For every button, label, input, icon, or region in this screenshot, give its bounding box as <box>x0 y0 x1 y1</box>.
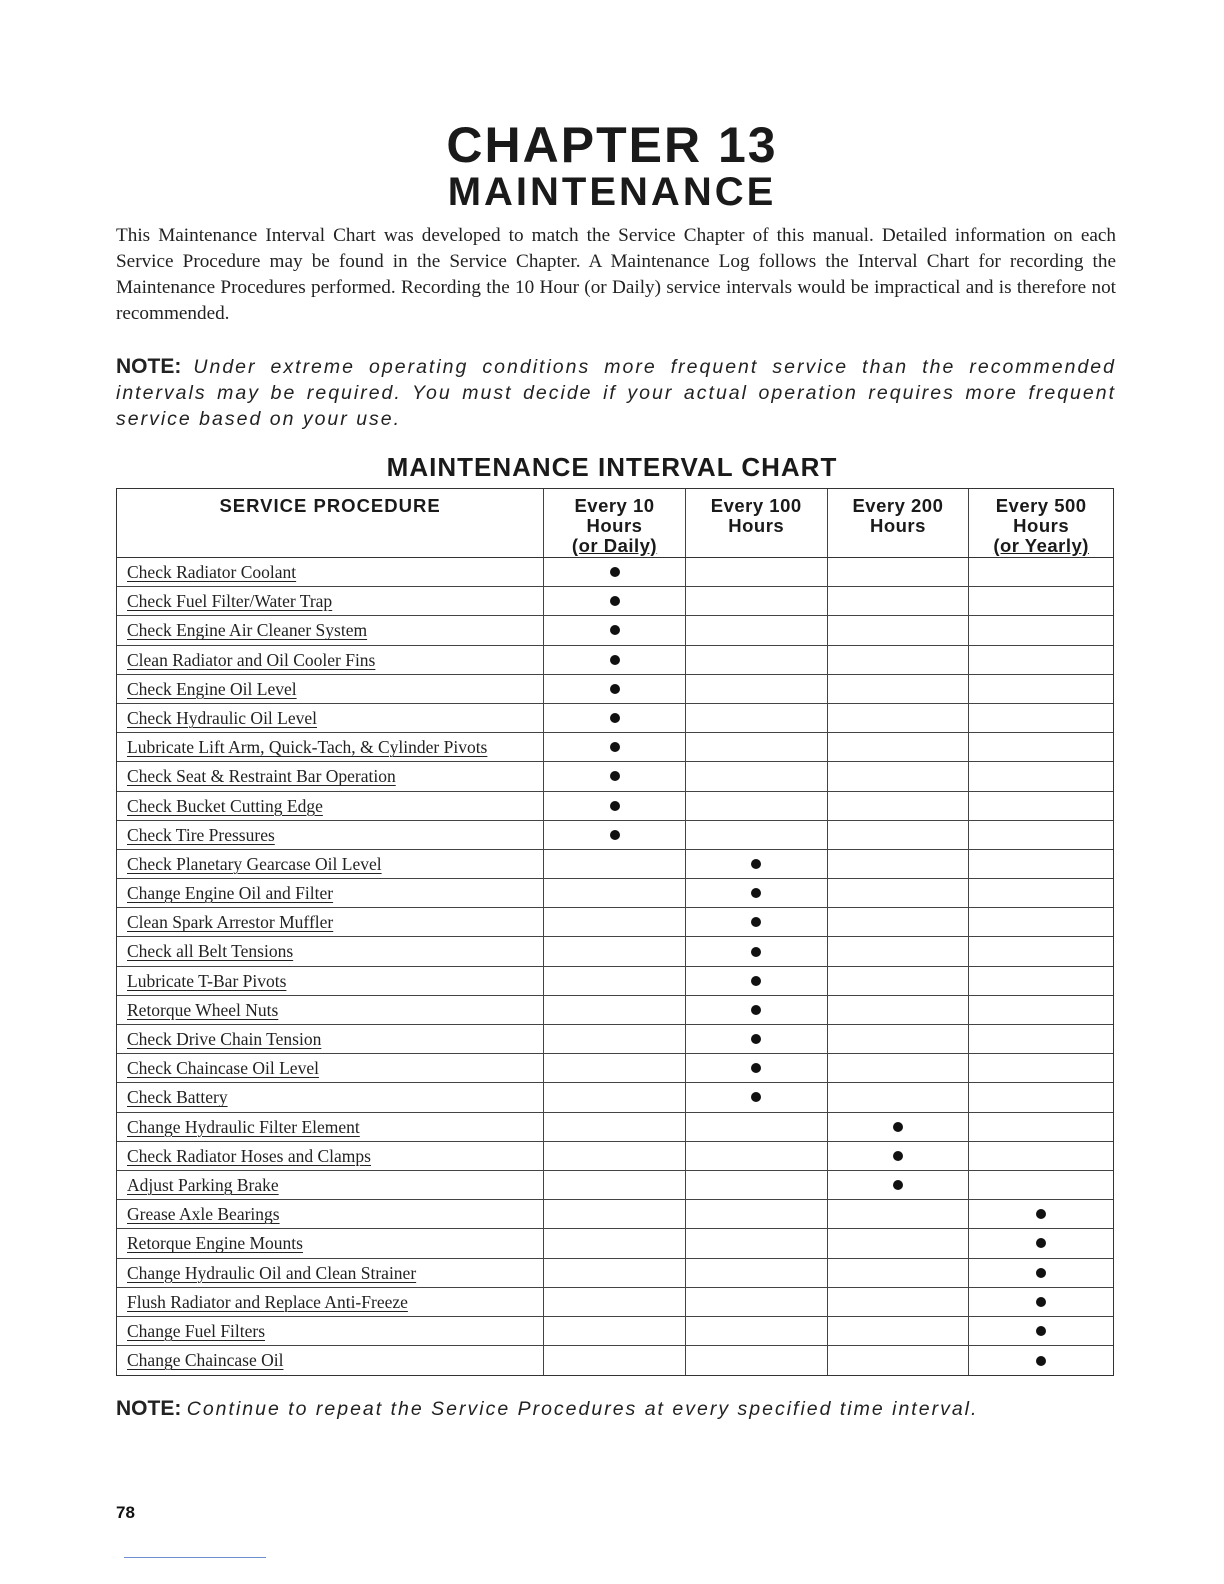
header-cell-1 <box>544 489 686 557</box>
note-label: NOTE: <box>116 1397 182 1420</box>
interval-marker <box>751 1092 761 1102</box>
interval-marker <box>751 859 761 869</box>
interval-cell <box>969 1346 1113 1375</box>
interval-marker <box>751 1005 761 1015</box>
header-cell-3 <box>828 489 970 557</box>
header-line: Every 200 <box>852 495 944 516</box>
header-line: Hours <box>728 515 785 536</box>
interval-cell <box>828 908 970 936</box>
interval-cell <box>828 1171 970 1199</box>
interval-marker <box>893 1151 903 1161</box>
interval-cell <box>828 996 970 1024</box>
interval-cell <box>544 792 686 820</box>
header-cell-2 <box>686 489 828 557</box>
interval-cell <box>828 1288 970 1316</box>
procedure-cell: Retorque Engine Mounts <box>117 1229 544 1257</box>
procedure-cell: Check Radiator Coolant <box>117 558 544 586</box>
interval-cell <box>969 879 1113 907</box>
bottom-edge-rule <box>124 1557 266 1558</box>
table-row <box>117 733 1113 762</box>
procedure-cell: Check Bucket Cutting Edge <box>117 792 544 820</box>
interval-cell <box>969 1229 1113 1257</box>
interval-cell <box>686 1288 828 1316</box>
interval-cell <box>544 1259 686 1287</box>
note-text: Continue to repeat the Service Procedures at every specified time interval. <box>186 1398 979 1420</box>
interval-cell <box>686 792 828 820</box>
table-row <box>117 558 1113 587</box>
interval-cell <box>544 1288 686 1316</box>
note-text: Under extreme operating conditions more frequent service than the recommended intervals may be required. You must decide if your actual operation requires more frequent service based on your use. <box>116 356 1116 430</box>
interval-cell <box>828 1025 970 1053</box>
interval-cell <box>686 733 828 761</box>
interval-marker <box>1036 1297 1046 1307</box>
table-row <box>117 850 1113 879</box>
header-line: (or Yearly) <box>993 535 1089 556</box>
note-label: NOTE: <box>116 355 182 378</box>
interval-cell <box>686 616 828 644</box>
interval-cell <box>544 908 686 936</box>
table-row <box>117 1288 1113 1317</box>
table-row <box>117 675 1113 704</box>
interval-cell <box>686 937 828 965</box>
interval-cell <box>969 850 1113 878</box>
interval-marker <box>1036 1268 1046 1278</box>
interval-cell <box>544 1083 686 1111</box>
interval-cell <box>544 1142 686 1170</box>
procedure-cell: Change Engine Oil and Filter <box>117 879 544 907</box>
interval-marker <box>1036 1238 1046 1248</box>
procedure-cell: Clean Spark Arrestor Muffler <box>117 908 544 936</box>
interval-cell <box>686 762 828 790</box>
interval-marker <box>1036 1356 1046 1366</box>
interval-cell <box>686 646 828 674</box>
table-row <box>117 1083 1113 1112</box>
interval-cell <box>686 908 828 936</box>
interval-marker <box>610 771 620 781</box>
interval-cell <box>828 733 970 761</box>
interval-cell <box>828 1200 970 1228</box>
header-line: Every 10 <box>574 495 655 516</box>
header-line: Hours <box>1013 515 1070 536</box>
interval-cell <box>544 704 686 732</box>
table-row <box>117 879 1113 908</box>
interval-cell <box>544 821 686 849</box>
procedure-cell: Check Drive Chain Tension <box>117 1025 544 1053</box>
interval-marker <box>751 917 761 927</box>
interval-cell <box>828 1054 970 1082</box>
interval-cell <box>828 1113 970 1141</box>
table-row <box>117 704 1113 733</box>
procedure-cell: Check Engine Oil Level <box>117 675 544 703</box>
interval-cell <box>544 996 686 1024</box>
procedure-cell: Check all Belt Tensions <box>117 937 544 965</box>
procedure-cell: Clean Radiator and Oil Cooler Fins <box>117 646 544 674</box>
interval-cell <box>686 675 828 703</box>
table-row <box>117 1259 1113 1288</box>
interval-cell <box>544 937 686 965</box>
interval-cell <box>828 1229 970 1257</box>
interval-cell <box>969 1142 1113 1170</box>
interval-cell <box>544 1054 686 1082</box>
interval-cell <box>969 616 1113 644</box>
interval-cell <box>828 1259 970 1287</box>
interval-cell <box>686 1142 828 1170</box>
interval-cell <box>544 1171 686 1199</box>
interval-cell <box>828 558 970 586</box>
interval-cell <box>969 908 1113 936</box>
interval-cell <box>686 1259 828 1287</box>
interval-cell <box>686 1083 828 1111</box>
interval-marker <box>610 830 620 840</box>
interval-marker <box>610 596 620 606</box>
note-repeat-procedures <box>116 1396 1116 1422</box>
interval-marker <box>610 742 620 752</box>
interval-cell <box>969 1171 1113 1199</box>
procedure-cell: Check Hydraulic Oil Level <box>117 704 544 732</box>
interval-marker <box>610 567 620 577</box>
interval-cell <box>686 558 828 586</box>
procedure-cell: Check Fuel Filter/Water Trap <box>117 587 544 615</box>
interval-cell <box>544 967 686 995</box>
procedure-cell: Change Fuel Filters <box>117 1317 544 1345</box>
interval-cell <box>686 1054 828 1082</box>
interval-marker <box>610 684 620 694</box>
table-row <box>117 996 1113 1025</box>
interval-cell <box>969 821 1113 849</box>
interval-marker <box>610 655 620 665</box>
interval-cell <box>686 967 828 995</box>
procedure-cell: Check Chaincase Oil Level <box>117 1054 544 1082</box>
table-row <box>117 762 1113 791</box>
header-line: Every 500 <box>995 495 1087 516</box>
interval-marker <box>610 625 620 635</box>
table-row <box>117 587 1113 616</box>
header-line: Every 100 <box>710 495 802 516</box>
table-row <box>117 967 1113 996</box>
interval-marker <box>751 947 761 957</box>
interval-cell <box>544 616 686 644</box>
interval-cell <box>544 850 686 878</box>
interval-cell <box>686 1317 828 1345</box>
table-row <box>117 908 1113 937</box>
interval-marker <box>1036 1209 1046 1219</box>
table-row <box>117 646 1113 675</box>
table-row <box>117 1142 1113 1171</box>
interval-cell <box>828 675 970 703</box>
table-row <box>117 821 1113 850</box>
table-row <box>117 1054 1113 1083</box>
interval-cell <box>544 1317 686 1345</box>
interval-cell <box>969 1259 1113 1287</box>
interval-cell <box>828 1346 970 1375</box>
procedure-cell: Change Hydraulic Filter Element <box>117 1113 544 1141</box>
interval-marker <box>610 713 620 723</box>
chart-title: MAINTENANCE INTERVAL CHART <box>386 452 838 482</box>
table-row <box>117 1113 1113 1142</box>
header-line: (or Daily) <box>571 535 658 556</box>
interval-cell <box>544 587 686 615</box>
chart-header-row <box>117 489 1113 558</box>
interval-cell <box>686 1113 828 1141</box>
interval-cell <box>969 1113 1113 1141</box>
interval-cell <box>544 733 686 761</box>
interval-cell <box>544 762 686 790</box>
procedure-cell: Flush Radiator and Replace Anti-Freeze <box>117 1288 544 1316</box>
interval-cell <box>969 704 1113 732</box>
interval-cell <box>828 646 970 674</box>
interval-cell <box>969 1288 1113 1316</box>
interval-cell <box>544 1346 686 1375</box>
interval-cell <box>969 1025 1113 1053</box>
interval-cell <box>969 733 1113 761</box>
interval-cell <box>969 792 1113 820</box>
interval-cell <box>686 821 828 849</box>
table-row <box>117 1025 1113 1054</box>
interval-marker <box>893 1122 903 1132</box>
interval-cell <box>969 1083 1113 1111</box>
procedure-cell: Change Hydraulic Oil and Clean Strainer <box>117 1259 544 1287</box>
interval-cell <box>828 1317 970 1345</box>
interval-cell <box>828 792 970 820</box>
interval-cell <box>686 1229 828 1257</box>
interval-cell <box>969 1317 1113 1345</box>
chapter-title: CHAPTER 13 <box>446 117 778 173</box>
interval-cell <box>544 646 686 674</box>
procedure-cell: Lubricate Lift Arm, Quick-Tach, & Cylinder Pivots <box>117 733 544 761</box>
interval-cell <box>828 704 970 732</box>
interval-cell <box>969 675 1113 703</box>
header-line: SERVICE PROCEDURE <box>219 495 441 516</box>
interval-cell <box>686 1346 828 1375</box>
procedure-cell: Check Engine Air Cleaner System <box>117 616 544 644</box>
procedure-cell: Retorque Wheel Nuts <box>117 996 544 1024</box>
procedure-cell: Adjust Parking Brake <box>117 1171 544 1199</box>
table-row <box>117 792 1113 821</box>
table-row <box>117 937 1113 966</box>
interval-marker <box>893 1180 903 1190</box>
interval-cell <box>969 646 1113 674</box>
interval-cell <box>828 762 970 790</box>
table-row <box>117 1346 1113 1375</box>
note-extreme-conditions <box>116 354 1116 432</box>
header-cell-4 <box>969 489 1113 557</box>
interval-cell <box>828 821 970 849</box>
interval-cell <box>544 1229 686 1257</box>
interval-marker <box>751 976 761 986</box>
interval-cell <box>686 704 828 732</box>
interval-cell <box>686 850 828 878</box>
interval-cell <box>969 762 1113 790</box>
procedure-cell: Check Battery <box>117 1083 544 1111</box>
interval-marker <box>610 801 620 811</box>
interval-cell <box>828 879 970 907</box>
procedure-cell: Lubricate T-Bar Pivots <box>117 967 544 995</box>
procedure-cell: Check Radiator Hoses and Clamps <box>117 1142 544 1170</box>
interval-cell <box>686 587 828 615</box>
interval-cell <box>828 1142 970 1170</box>
interval-cell <box>544 1200 686 1228</box>
interval-cell <box>969 1054 1113 1082</box>
interval-cell <box>544 1113 686 1141</box>
interval-cell <box>828 616 970 644</box>
interval-cell <box>969 937 1113 965</box>
interval-marker <box>751 1063 761 1073</box>
interval-marker <box>751 888 761 898</box>
chart-body <box>117 558 1113 1375</box>
interval-cell <box>544 675 686 703</box>
interval-cell <box>686 1025 828 1053</box>
procedure-cell: Grease Axle Bearings <box>117 1200 544 1228</box>
interval-marker <box>1036 1326 1046 1336</box>
interval-cell <box>969 967 1113 995</box>
interval-cell <box>544 558 686 586</box>
table-row <box>117 1317 1113 1346</box>
interval-cell <box>828 967 970 995</box>
table-row <box>117 1200 1113 1229</box>
header-line: Hours <box>586 515 643 536</box>
interval-cell <box>686 1171 828 1199</box>
interval-cell <box>686 996 828 1024</box>
procedure-cell: Check Planetary Gearcase Oil Level <box>117 850 544 878</box>
maintenance-interval-chart <box>116 488 1114 1376</box>
header-line: Hours <box>869 515 926 536</box>
interval-cell <box>828 937 970 965</box>
table-row <box>117 616 1113 645</box>
table-row <box>117 1229 1113 1258</box>
interval-marker <box>751 1034 761 1044</box>
interval-cell <box>686 1200 828 1228</box>
procedure-cell: Check Tire Pressures <box>117 821 544 849</box>
procedure-cell: Check Seat & Restraint Bar Operation <box>117 762 544 790</box>
interval-cell <box>969 1200 1113 1228</box>
interval-cell <box>969 558 1113 586</box>
interval-cell <box>969 996 1113 1024</box>
header-cell-0 <box>117 489 544 557</box>
chapter-subtitle: MAINTENANCE <box>447 170 777 214</box>
interval-cell <box>828 1083 970 1111</box>
interval-cell <box>544 879 686 907</box>
interval-cell <box>544 1025 686 1053</box>
interval-cell <box>828 850 970 878</box>
interval-cell <box>686 879 828 907</box>
interval-cell <box>969 587 1113 615</box>
procedure-cell: Change Chaincase Oil <box>117 1346 544 1375</box>
interval-cell <box>828 587 970 615</box>
page-number: 78 <box>116 1503 135 1522</box>
table-row <box>117 1171 1113 1200</box>
intro-paragraph: This Maintenance Interval Chart was developed to match the Service Chapter of this manual. Detailed information on each Service Procedure may be found in the Service Chapter. A Maintenance Log follows the Interval Chart for recording the Maintenance Procedures performed. Recording the 10 Hour (or Daily) service intervals would be impractical and is therefore not recommended. <box>116 225 1116 324</box>
